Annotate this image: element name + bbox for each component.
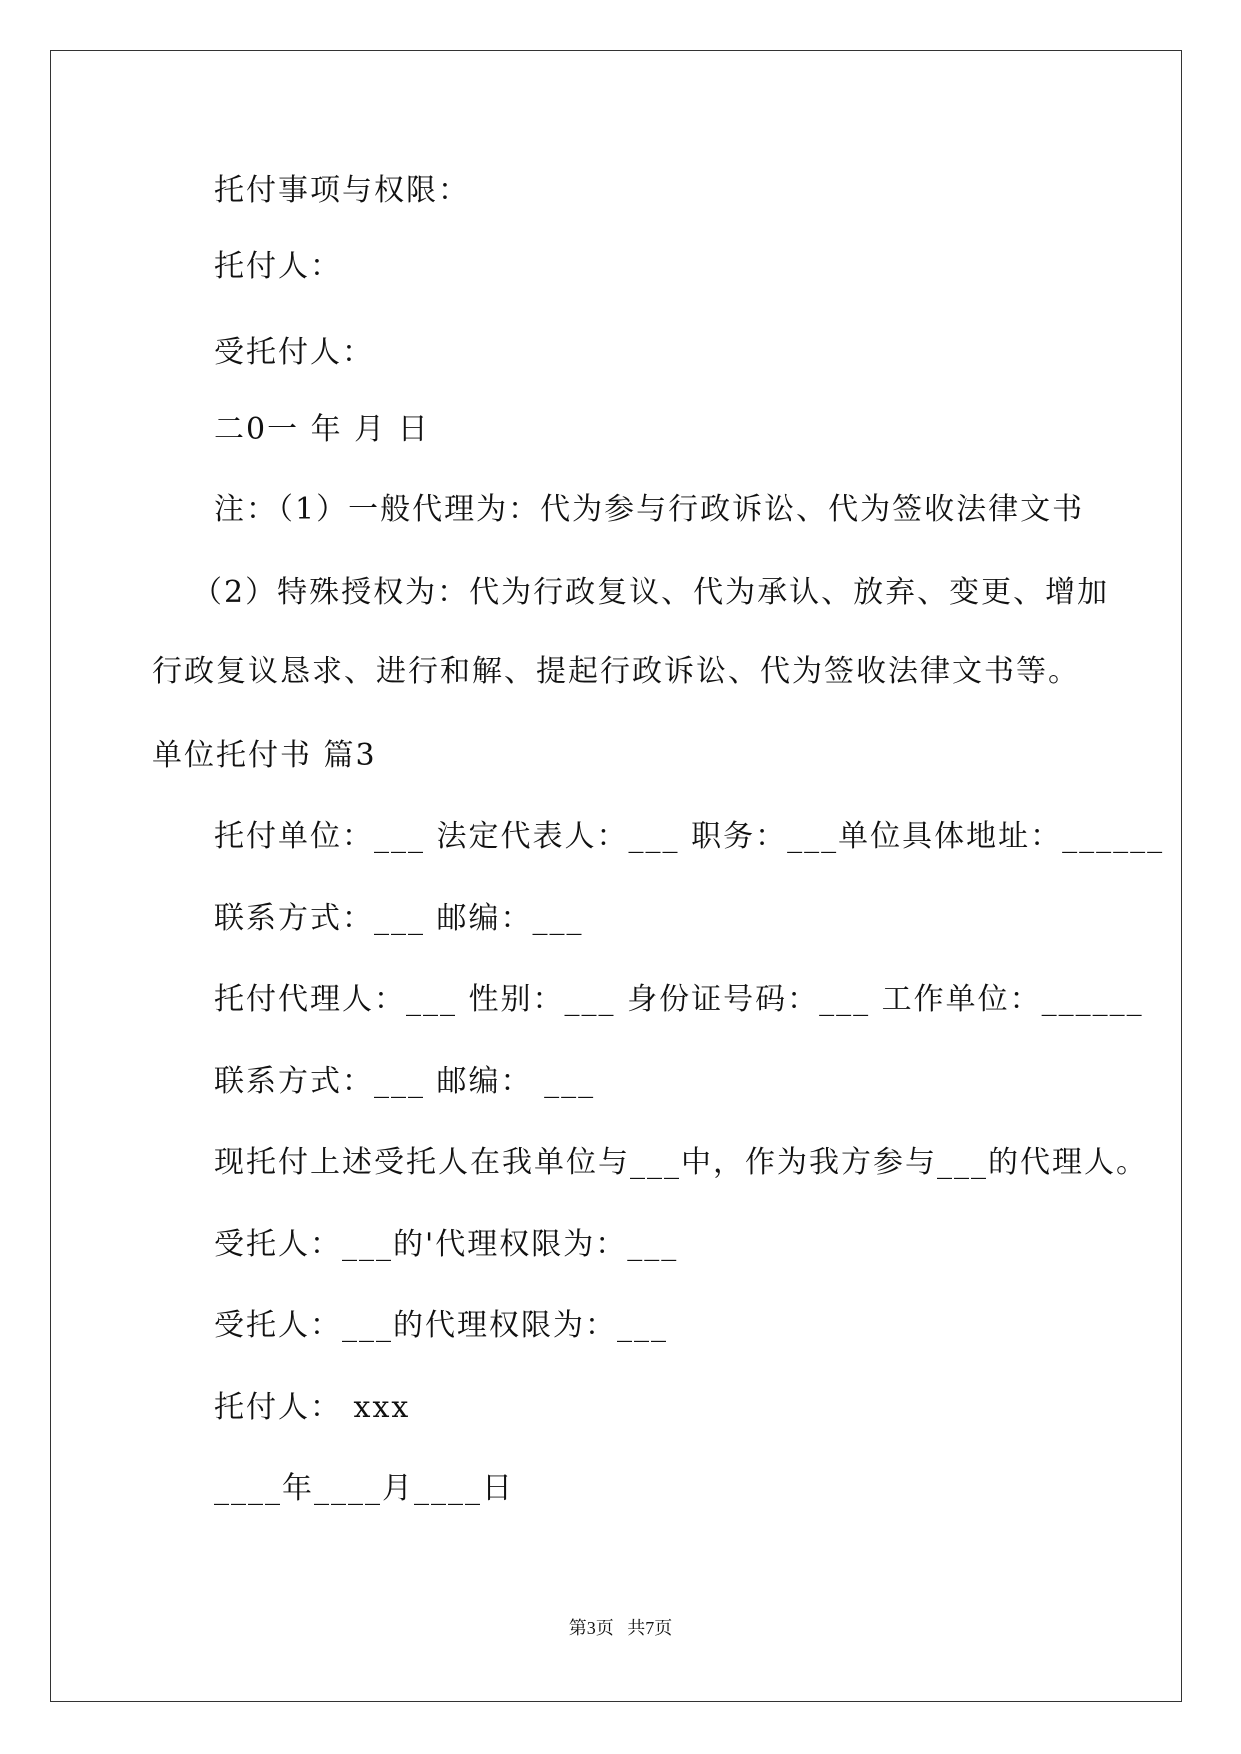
- text-line: 托付人：: [214, 249, 342, 284]
- text-line: 托付单位：___ 法定代表人：___ 职务：___单位具体地址：______: [214, 819, 1165, 854]
- text-line: 托付代理人：___ 性别：___ 身份证号码：___ 工作单位：______: [214, 982, 1144, 1017]
- text-line: 现托付上述受托人在我单位与___中，作为我方参与___的代理人。: [214, 1145, 1148, 1180]
- text-line: 托付事项与权限：: [214, 173, 470, 208]
- text-line: 受托人：___的'代理权限为：___: [214, 1227, 679, 1262]
- text-line: 受托付人：: [214, 335, 374, 370]
- text-line: （2）特殊授权为：代为行政复议、代为承认、放弃、变更、增加: [192, 575, 1110, 610]
- text-line: 联系方式：___ 邮编：___: [214, 901, 584, 936]
- text-line: 受托人：___的代理权限为：___: [214, 1308, 668, 1343]
- page-number: 第3页 共7页: [568, 1618, 673, 1638]
- section-heading: 单位托付书 篇3: [152, 738, 377, 773]
- page-frame: [50, 50, 1182, 1702]
- text-line: 联系方式：___ 邮编： ___: [214, 1064, 596, 1099]
- text-line: 二0一 年 月 日: [214, 412, 430, 447]
- text-line: 注：（1）一般代理为：代为参与行政诉讼、代为签收法律文书: [214, 492, 1085, 527]
- text-line: 行政复议恳求、进行和解、提起行政诉讼、代为签收法律文书等。: [152, 654, 1080, 689]
- text-line: ____年____月____日: [214, 1471, 514, 1506]
- text-line: 托付人： xxx: [214, 1390, 411, 1425]
